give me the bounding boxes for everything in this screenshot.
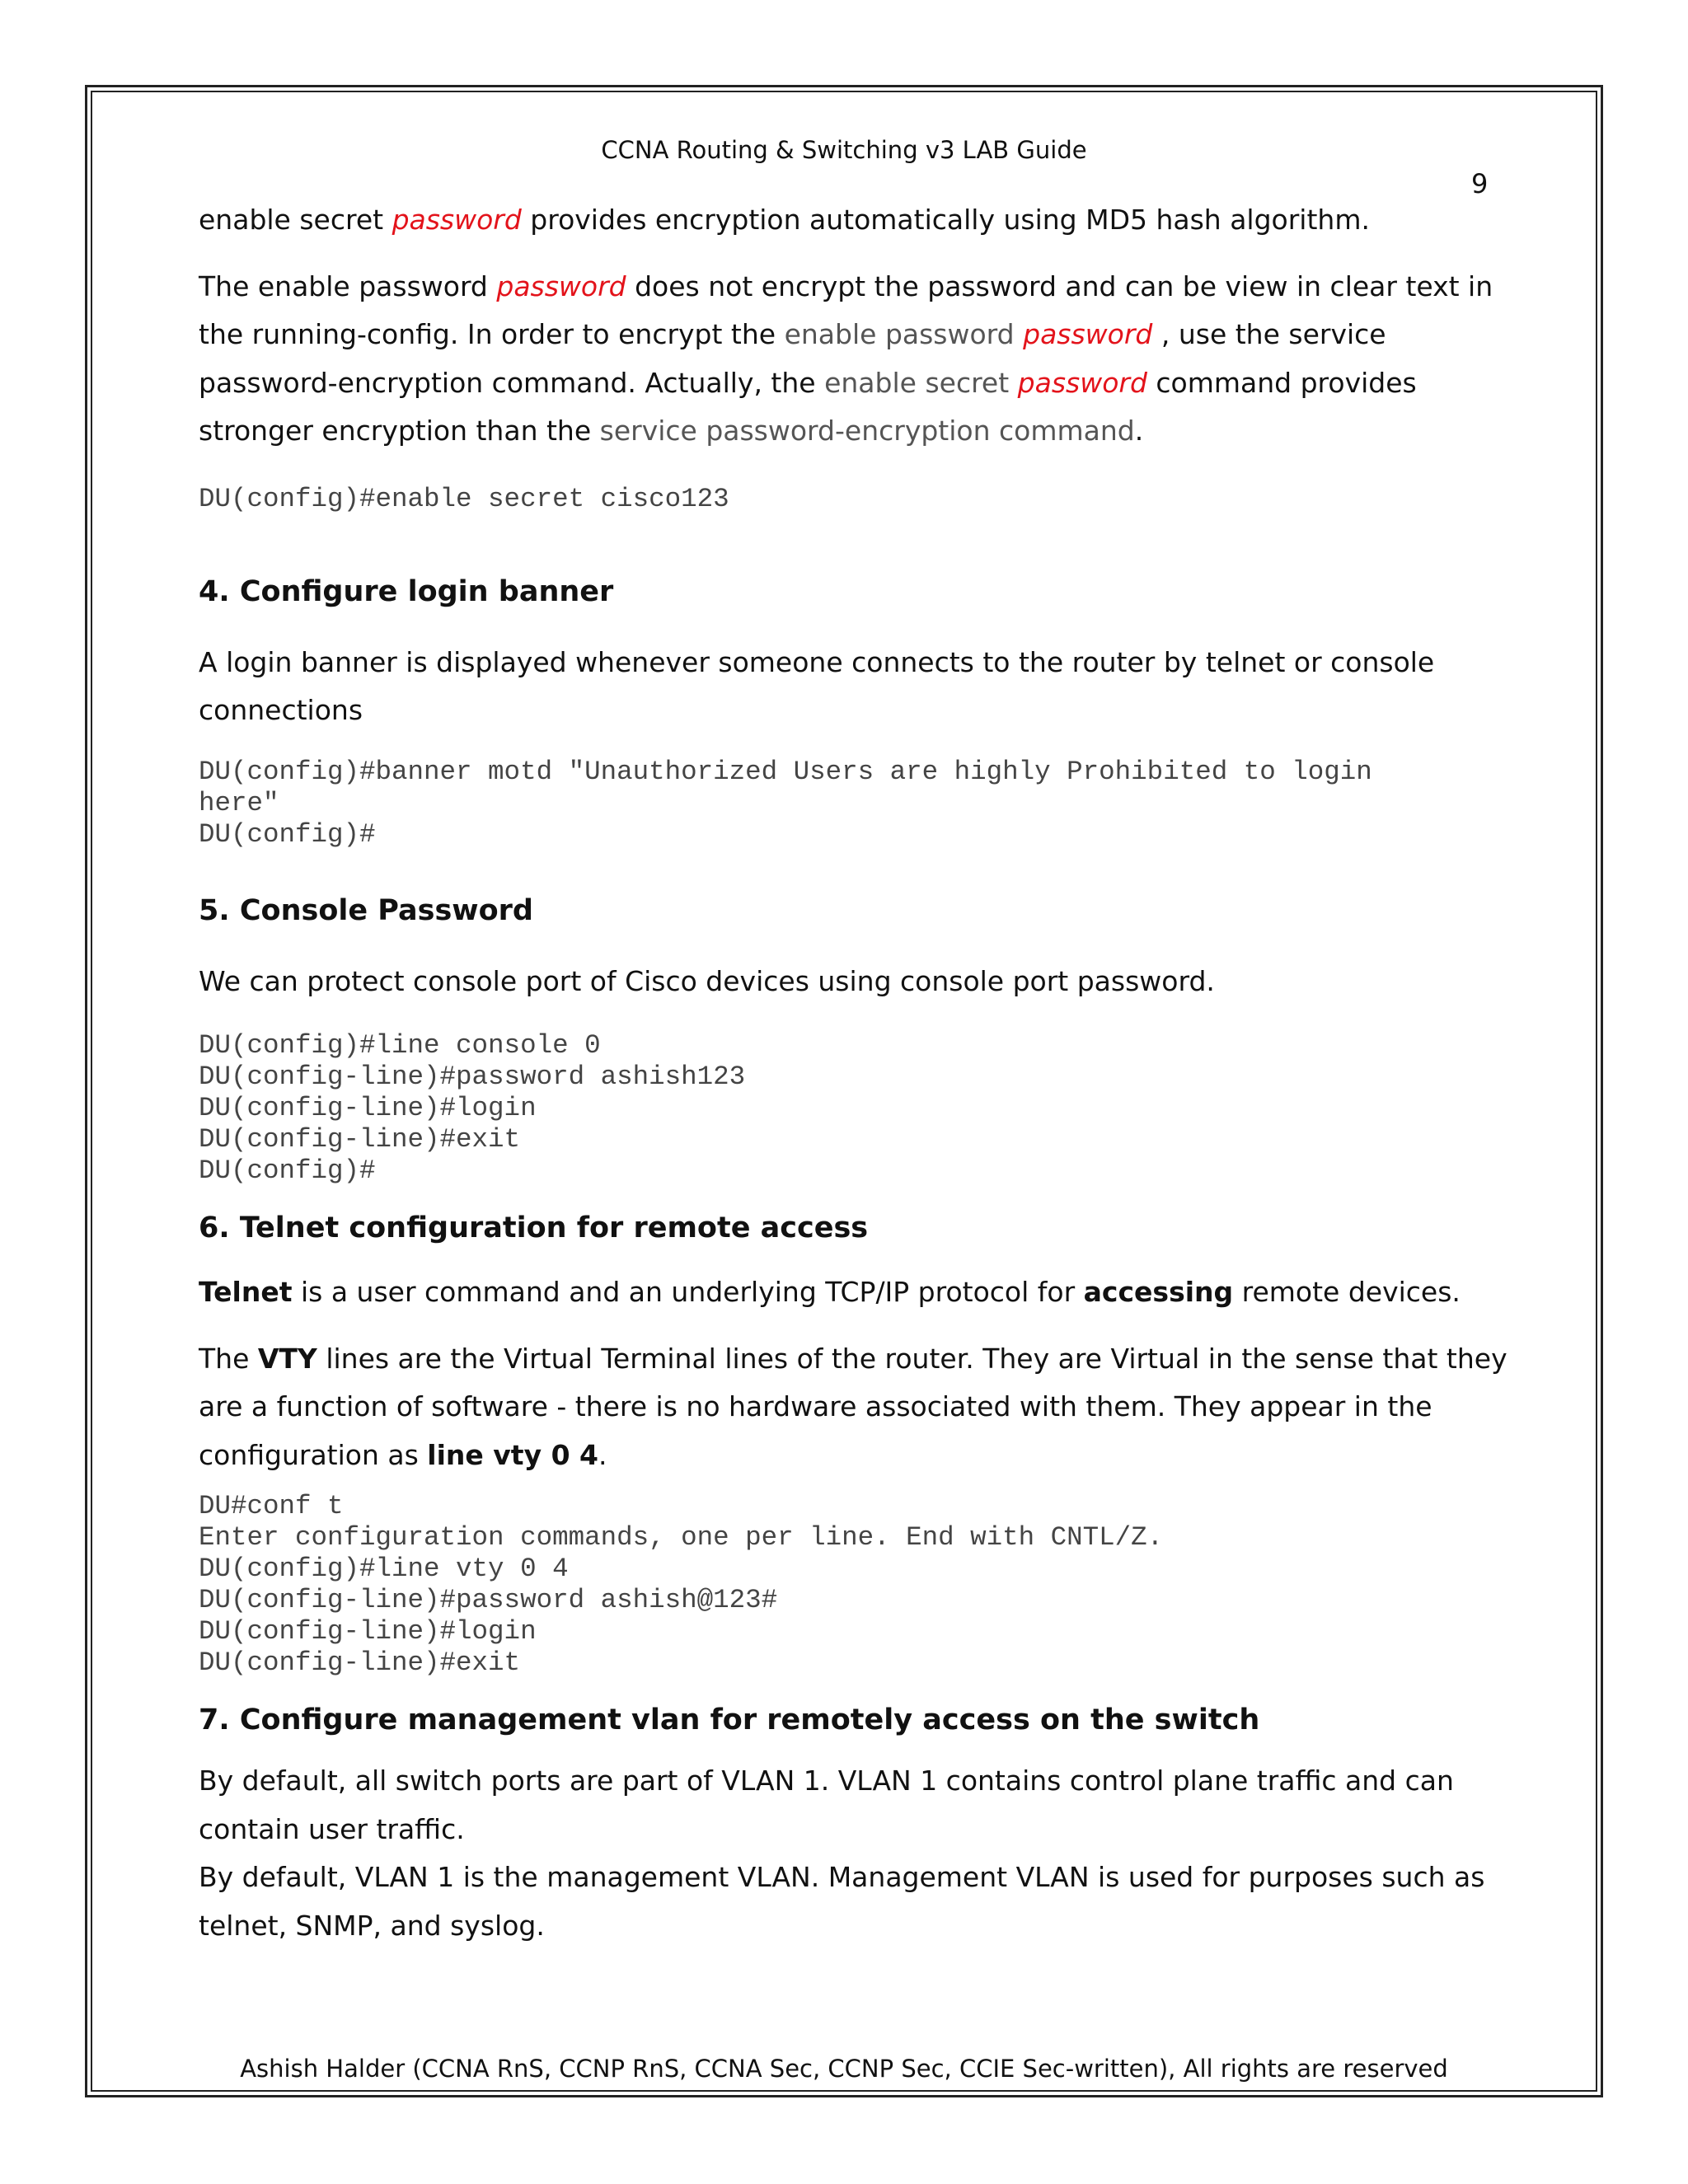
section-7-paragraph-2: By default, VLAN 1 is the management VLAN. Management VLAN is used for purposes such as telnet, SNMP, and syslog. bbox=[199, 1861, 1485, 1942]
section-6-paragraph-2: The VTY lines are the Virtual Terminal lines of the router. They are Virtual in the sense that they are a function of software - there is no hardware associated with them. They appear in the configuration as line vty 0 4. bbox=[199, 1342, 1507, 1471]
page-content bbox=[199, 196, 1509, 1950]
intro-paragraph-1: enable secret password provides encryption automatically using MD5 hash algorithm. bbox=[199, 204, 1370, 236]
section-6-heading: 6. Telnet configuration for remote access bbox=[199, 1212, 869, 1244]
section-5-text: We can protect console port of Cisco devices using console port password. bbox=[199, 964, 1215, 997]
code-console: DU(config)#line console 0 DU(config-line)#password ashish123 DU(config-line)#login DU(config-line)#exit DU(config)# bbox=[199, 1030, 746, 1186]
intro-paragraph-2: The enable password password does not encrypt the password and can be view in clear text in the running-config. In order to encrypt the enable password password , use the service password-encryption command. Actually, the enable secret password command provides stronger encryption than the service password-encryption command. bbox=[199, 269, 1493, 447]
code-telnet: DU#conf t Enter configuration commands, one per line. End with CNTL/Z. DU(config)#line vty 0 4 DU(config-line)#password ashish@123# DU(config-line)#login DU(config-line)#exit bbox=[199, 1491, 1164, 1678]
section-4-text: A login banner is displayed whenever someone connects to the router by telnet or console connections bbox=[199, 645, 1435, 726]
section-5-heading: 5. Console Password bbox=[199, 893, 533, 927]
section-4-heading: 4. Configure login banner bbox=[199, 574, 614, 608]
code-banner: DU(config)#banner motd "Unauthorized Users are highly Prohibited to login here" DU(config)# bbox=[199, 756, 1372, 850]
page-header: CCNA Routing & Switching v3 LAB Guide bbox=[601, 136, 1087, 164]
page-footer: Ashish Halder (CCNA RnS, CCNP RnS, CCNA Sec, CCNP Sec, CCIE Sec-written), All rights are reserved bbox=[240, 2055, 1448, 2083]
code-enable-secret: DU(config)#enable secret cisco123 bbox=[199, 483, 729, 514]
section-7-paragraph-1: By default, all switch ports are part of VLAN 1. VLAN 1 contains control plane traffic and can contain user traffic. bbox=[199, 1765, 1454, 1845]
section-6-paragraph-1: Telnet is a user command and an underlying TCP/IP protocol for accessing remote devices. bbox=[199, 1276, 1461, 1308]
section-7-heading: 7. Configure management vlan for remotely access on the switch bbox=[199, 1704, 1260, 1736]
page-number: 9 bbox=[1471, 168, 1489, 199]
